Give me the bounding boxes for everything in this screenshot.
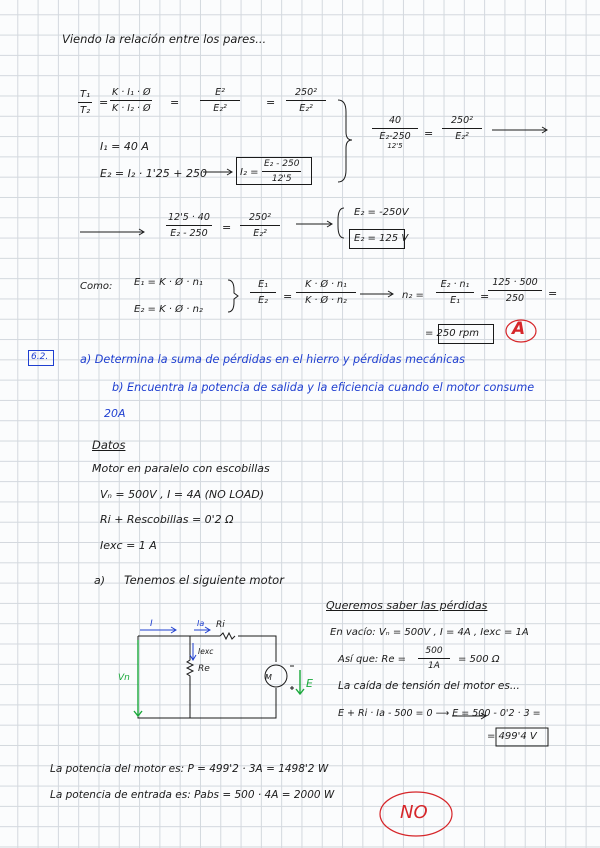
right-frac: 40 E₂-250 12'5 (372, 116, 418, 150)
part-a-text: Tenemos el siguiente motor (124, 573, 284, 587)
notes-l1: En vacío: Vₙ = 500V , I = 4A , Iexc = 1A (330, 627, 529, 638)
datos-l2: Vₙ = 500V , I = 4A (NO LOAD) (100, 488, 265, 501)
n2-label: n₂ = (402, 290, 424, 301)
circuit-label-ri: Ri (216, 620, 225, 630)
como-k: $\frac{\text{K · Ø · n₁}}{\text{K · Ø · n₂}}$ (296, 280, 356, 305)
eq-sign-2: = (170, 96, 180, 109)
datos-title: Datos (92, 438, 126, 452)
no-stamp: NO (400, 802, 428, 823)
circuit-diagram (138, 633, 287, 718)
ratio-f1: $\frac{\text{K · I₁ · Ø}}{\text{K · I₂ · Ø}}$ (112, 87, 151, 114)
ratio-f3: $\frac{\text{250²}}{\text{E₂²}}$ (286, 88, 326, 113)
eq-sign-8: = (548, 287, 558, 300)
e2-expr: E₂ = I₂ · 1'25 + 250 (100, 167, 207, 180)
n2-frac-2: $\frac{125 \cdot 500}{250}$ (488, 278, 542, 303)
eq-sign-3: = (266, 96, 276, 109)
result-text: = 250 rpm (425, 328, 480, 339)
como-e2: E₂ = K · Ø · n₂ (134, 304, 203, 315)
ratio-f2: $\frac{\text{E²}}{\text{E₂²}}$ (200, 88, 240, 113)
circuit-label-i: I (150, 619, 153, 629)
datos-l1: Motor en paralelo con escobillas (92, 462, 270, 475)
circuit-label-re: Re (198, 664, 210, 674)
notes-l5: = 499'4 V (487, 731, 537, 742)
eq-sign-6: = (283, 290, 293, 303)
circuit-label-iexc: Iexc (198, 647, 214, 656)
sol-1: E₂ = -250V (354, 207, 409, 218)
problem-a: a) Determina la suma de pérdidas en el hierro y pérdidas mecánicas (80, 353, 465, 366)
part-a-label: a) (94, 574, 106, 587)
notes-title: Queremos saber las pérdidas (326, 599, 488, 612)
eq-sign-5: = (222, 221, 232, 234)
como-ratio: $\frac{\text{E₁}}{\text{E₂}}$ (250, 280, 276, 305)
circuit-label-ia: Ia (197, 619, 205, 628)
brace-1 (338, 100, 352, 182)
brace-2 (338, 208, 344, 238)
problem-b2: 20A (104, 407, 126, 420)
bottom-l2: La potencia de entrada es: Pabs = 500 · 4A = 2000 W (50, 789, 335, 801)
datos-l4: Iexc = 1 A (100, 539, 157, 552)
problem-number: 6.2. (31, 352, 49, 362)
intro-text: Viendo la relación entre los pares... (62, 32, 267, 46)
right-frac-2: $\frac{\text{250²}}{\text{E₂²}}$ (442, 116, 482, 141)
notes-l3: La caída de tensión del motor es... (338, 680, 520, 692)
como-e1: E₁ = K · Ø · n₁ (134, 277, 203, 288)
eq-sign-1: = (99, 96, 109, 109)
notes-re-frac: $\frac{500}{1A}$ (418, 647, 450, 671)
approval-stamp-oval (506, 320, 536, 342)
sol-2: E₂ = 125 V (354, 233, 409, 244)
datos-l3: Ri + Rescobillas = 0'2 Ω (100, 513, 234, 526)
second-frac-b: $\frac{\text{250²}}{\text{E₂²}}$ (240, 213, 280, 238)
motor-label: M (265, 673, 272, 682)
approval-stamp: A (512, 319, 526, 339)
i1-text: I₁ = 40 A (100, 140, 149, 153)
como-text: Como: (80, 281, 113, 292)
brace-3 (228, 280, 238, 312)
notes-l2a: Así que: Re = (338, 654, 407, 665)
eq-sign-4: = (424, 127, 434, 140)
notes-l4: E + Ri · Ia - 500 = 0 ⟶ E = 500 - 0'2 · 3 = (338, 708, 541, 719)
eq-sign-7: = (480, 290, 490, 303)
i2-frac: $\frac{\text{E₂ - 250}}{12'5}$ (264, 159, 300, 184)
ratio-lhs: $\frac{\text{T₁}}{\text{T₂}}$ (80, 89, 91, 116)
n2-frac: $\frac{\text{E₂ · n₁}}{\text{E₁}}$ (436, 280, 474, 305)
i2-lhs: I₂ = (240, 167, 259, 178)
bottom-l1: La potencia del motor es: P = 499'2 · 3A = 1498'2 W (50, 763, 329, 775)
problem-b: b) Encuentra la potencia de salida y la eficiencia cuando el motor consume (112, 381, 535, 394)
notes-l2b: = 500 Ω (458, 654, 500, 665)
circuit-label-vn: Vn (118, 673, 130, 683)
circuit-label-e: E (306, 677, 313, 690)
second-frac-a: $\frac{12'5 \cdot 40}{\text{E₂ - 250}}$ (168, 212, 210, 239)
